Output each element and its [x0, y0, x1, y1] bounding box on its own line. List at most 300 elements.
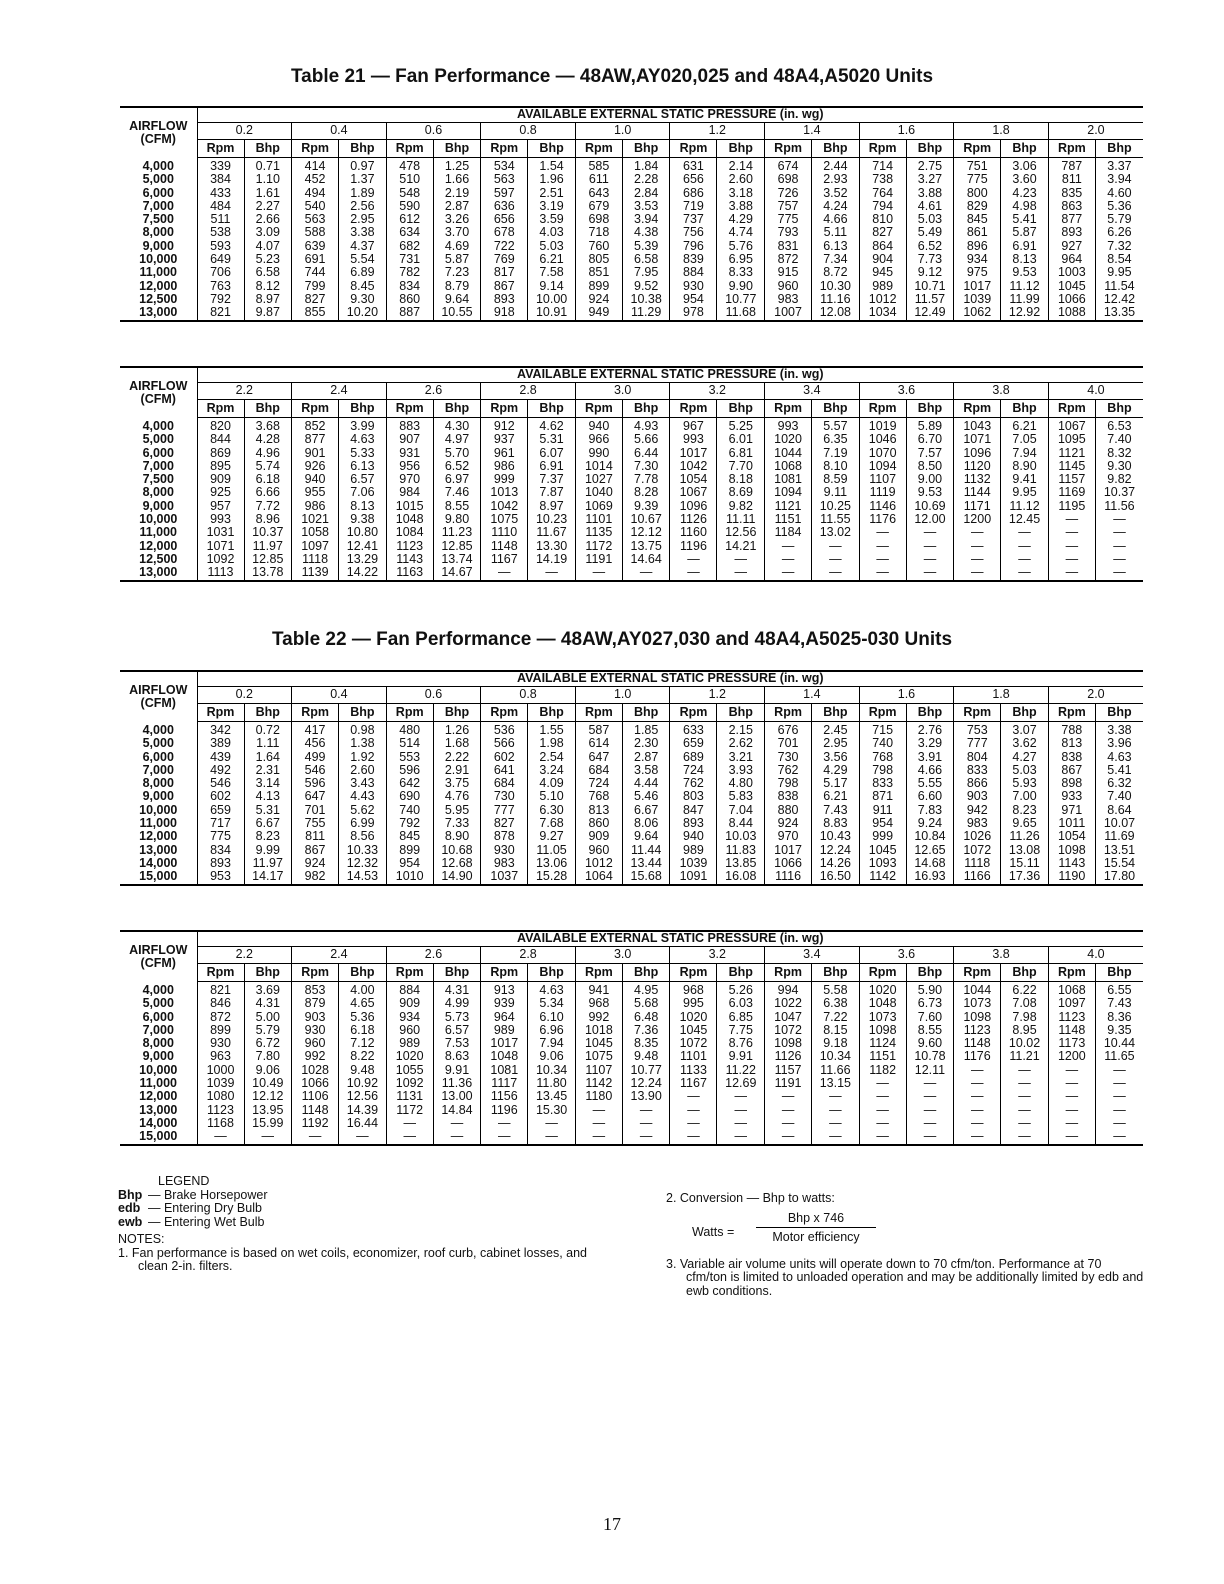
- rpm-cell: 1101: [575, 513, 622, 526]
- rpm-cell: 755: [292, 817, 339, 830]
- rpm-cell: 1081: [765, 473, 812, 486]
- airflow-cell: 9,000: [120, 240, 197, 253]
- bhp-header: Bhp: [1095, 964, 1143, 982]
- bhp-cell: 8.44: [717, 817, 765, 830]
- bhp-cell: 9.60: [906, 1037, 954, 1050]
- bhp-cell: 6.18: [244, 473, 292, 486]
- bhp-cell: 2.28: [622, 173, 670, 186]
- rpm-cell: 762: [670, 777, 717, 790]
- rpm-cell: 737: [670, 213, 717, 226]
- rpm-cell: 714: [859, 158, 906, 174]
- rpm-cell: 1195: [1048, 500, 1095, 513]
- airflow-cell: 13,000: [120, 1104, 197, 1117]
- bhp-cell: 3.38: [339, 226, 387, 239]
- bhp-header: Bhp: [622, 964, 670, 982]
- bhp-cell: 6.22: [1001, 982, 1049, 998]
- bhp-cell: 10.25: [812, 500, 860, 513]
- rpm-cell: 439: [197, 751, 244, 764]
- bhp-header: Bhp: [433, 704, 481, 722]
- bhp-cell: 10.77: [622, 1064, 670, 1077]
- bhp-cell: 6.60: [906, 790, 954, 803]
- bhp-cell: 9.30: [1107, 458, 1132, 473]
- rpm-cell: 1017: [670, 447, 717, 460]
- airflow-cell: 11,000: [120, 1077, 197, 1090]
- rpm-cell: 1093: [859, 857, 906, 870]
- bhp-cell: 10.68: [433, 844, 481, 857]
- bhp-cell: 11.12: [1001, 280, 1049, 293]
- pressure-header: 4.0: [1048, 947, 1143, 964]
- rpm-cell: 1028: [292, 1064, 339, 1077]
- bhp-cell: 15.28: [528, 870, 576, 884]
- table22-part1: [120, 670, 1143, 886]
- rpm-cell: 1098: [765, 1037, 812, 1050]
- airflow-label: AIRFLOW: [129, 682, 188, 697]
- rpm-cell: 1037: [481, 870, 528, 884]
- table-row: [120, 200, 1143, 213]
- rpm-cell: 883: [386, 418, 433, 434]
- bhp-cell: 3.38: [1107, 723, 1132, 737]
- bhp-cell: 4.29: [717, 213, 765, 226]
- rpm-cell: 339: [197, 158, 244, 174]
- rpm-cell: 1066: [292, 1077, 339, 1090]
- rpm-cell: —: [481, 566, 528, 580]
- rpm-cell: 1075: [481, 513, 528, 526]
- pressure-header: 1.6: [859, 123, 954, 140]
- rpm-cell: —: [859, 540, 906, 553]
- airflow-cell: 13,000: [120, 306, 197, 320]
- rpm-cell: 1072: [765, 1024, 812, 1037]
- airflow-header: [120, 671, 197, 722]
- rpm-cell: —: [481, 1117, 528, 1130]
- formula-lhs: Watts =: [692, 1224, 735, 1239]
- rpm-cell: 955: [292, 486, 339, 499]
- bhp-cell: 5.76: [717, 240, 765, 253]
- rpm-cell: 656: [481, 213, 528, 226]
- bhp-cell: 2.93: [812, 173, 860, 186]
- pressure-header: 2.6: [386, 947, 481, 964]
- rpm-header: Rpm: [481, 140, 528, 158]
- table-row: [120, 280, 1143, 293]
- rpm-cell: 656: [670, 173, 717, 186]
- rpm-cell: 1123: [1048, 1011, 1095, 1024]
- pressure-header: 0.4: [292, 123, 387, 140]
- fan-performance-table: [120, 930, 1143, 1146]
- rpm-cell: 775: [954, 173, 1001, 186]
- bhp-cell: 4.24: [812, 200, 860, 213]
- table-row: [120, 566, 1143, 580]
- bhp-cell: 11.68: [717, 306, 765, 320]
- airflow-header: [120, 107, 197, 158]
- rpm-cell: 1126: [765, 1050, 812, 1063]
- bhp-cell: 13.45: [528, 1090, 576, 1103]
- legend-item-edb: [118, 1202, 598, 1216]
- bhp-cell: 11.97: [244, 540, 292, 553]
- bhp-header: Bhp: [244, 400, 292, 418]
- bhp-cell: 1.26: [433, 722, 481, 738]
- pressure-header: 1.0: [575, 123, 670, 140]
- pressure-header: 2.4: [292, 947, 387, 964]
- bhp-cell: 7.75: [717, 1024, 765, 1037]
- rpm-cell: 722: [481, 240, 528, 253]
- bhp-cell: 9.87: [244, 306, 292, 320]
- bhp-cell: 2.15: [717, 722, 765, 738]
- airflow-cell: 10,000: [120, 513, 197, 526]
- bhp-cell: 10.37: [244, 526, 292, 539]
- rpm-cell: 611: [575, 173, 622, 186]
- bhp-header: Bhp: [433, 400, 481, 418]
- bhp-cell: 1.84: [622, 158, 670, 174]
- rpm-cell: 993: [197, 513, 244, 526]
- bhp-cell: 5.11: [812, 226, 860, 239]
- rpm-cell: —: [386, 1130, 433, 1144]
- legend-and-notes: [118, 1175, 598, 1274]
- bhp-cell: 15.54: [1103, 855, 1136, 870]
- bhp-cell: 5.03: [1001, 764, 1049, 777]
- bhp-header: Bhp: [1001, 704, 1049, 722]
- rpm-cell: 961: [481, 447, 528, 460]
- table-row: [120, 982, 1143, 998]
- rpm-cell: 1142: [859, 870, 906, 884]
- rpm-cell: 649: [197, 253, 244, 266]
- rpm-cell: 1148: [1048, 1024, 1095, 1037]
- rpm-cell: 893: [197, 857, 244, 870]
- rpm-cell: 933: [1048, 790, 1095, 803]
- bhp-cell: 7.95: [622, 266, 670, 279]
- rpm-cell: 1017: [481, 1037, 528, 1050]
- rpm-cell: 1106: [292, 1090, 339, 1103]
- rpm-cell: —: [386, 1117, 433, 1130]
- bhp-cell: 6.13: [339, 460, 387, 473]
- rpm-cell: 597: [481, 187, 528, 200]
- rpm-cell: —: [670, 1117, 717, 1130]
- rpm-cell: 342: [197, 722, 244, 738]
- pressure-header: 2.8: [481, 947, 576, 964]
- bhp-header: Bhp: [528, 704, 576, 722]
- rpm-cell: 792: [197, 293, 244, 306]
- rpm-cell: 775: [197, 830, 244, 843]
- rpm-cell: 934: [954, 253, 1001, 266]
- rpm-cell: 1026: [954, 830, 1001, 843]
- rpm-cell: 901: [292, 447, 339, 460]
- rpm-cell: 1017: [954, 280, 1001, 293]
- bhp-cell: 3.59: [528, 213, 576, 226]
- bhp-cell: 1.37: [339, 173, 387, 186]
- rpm-header: Rpm: [386, 964, 433, 982]
- bhp-cell: 4.99: [433, 997, 481, 1010]
- bhp-cell: 9.65: [1001, 817, 1049, 830]
- bhp-cell: 8.72: [812, 266, 860, 279]
- bhp-cell: 16.93: [906, 870, 954, 884]
- rpm-cell: 590: [386, 200, 433, 213]
- rpm-header: Rpm: [954, 704, 1001, 722]
- bhp-header: Bhp: [339, 400, 387, 418]
- rpm-cell: 1094: [859, 460, 906, 473]
- bhp-cell: 12.85: [433, 540, 481, 553]
- rpm-cell: 1184: [765, 526, 812, 539]
- rpm-header: Rpm: [765, 964, 812, 982]
- pressure-header: 3.0: [575, 947, 670, 964]
- rpm-cell: 983: [765, 293, 812, 306]
- bhp-cell: —: [622, 1117, 670, 1130]
- bhp-cell: 4.13: [244, 790, 292, 803]
- pressure-header: 2.2: [197, 947, 292, 964]
- rpm-cell: 1067: [670, 486, 717, 499]
- bhp-cell: 11.56: [1104, 498, 1135, 513]
- rpm-cell: 492: [197, 764, 244, 777]
- bhp-cell: 1.55: [528, 722, 576, 738]
- bhp-cell: 8.90: [433, 830, 481, 843]
- rpm-cell: 1054: [670, 473, 717, 486]
- bhp-cell: 4.76: [433, 790, 481, 803]
- rpm-cell: 698: [765, 173, 812, 186]
- rpm-cell: 1121: [765, 500, 812, 513]
- bhp-cell: 10.00: [528, 293, 576, 306]
- bhp-cell: 7.80: [244, 1050, 292, 1063]
- table21-part1: [120, 106, 1143, 322]
- bhp-cell: 5.17: [812, 777, 860, 790]
- rpm-cell: 510: [386, 173, 433, 186]
- rpm-cell: 811: [292, 830, 339, 843]
- bhp-cell: 13.08: [1001, 844, 1049, 857]
- rpm-cell: —: [197, 1130, 244, 1144]
- rpm-cell: 866: [954, 777, 1001, 790]
- rpm-cell: 1101: [670, 1050, 717, 1063]
- bhp-cell: —: [906, 566, 954, 580]
- bhp-cell: 6.57: [433, 1024, 481, 1037]
- bhp-header: Bhp: [717, 400, 765, 418]
- rpm-cell: 1171: [954, 500, 1001, 513]
- table-row: [120, 804, 1143, 817]
- rpm-cell: 852: [292, 418, 339, 434]
- bhp-header: Bhp: [717, 704, 765, 722]
- rpm-cell: 751: [954, 158, 1001, 174]
- rpm-cell: 993: [765, 418, 812, 434]
- airflow-header: [120, 931, 197, 982]
- rpm-cell: 845: [954, 213, 1001, 226]
- rpm-header: Rpm: [765, 704, 812, 722]
- bhp-cell: 5.33: [339, 447, 387, 460]
- rpm-cell: 989: [386, 1037, 433, 1050]
- bhp-header: Bhp: [622, 140, 670, 158]
- airflow-cell: 12,000: [120, 540, 197, 553]
- rpm-cell: 1020: [859, 982, 906, 998]
- bhp-cell: 4.38: [622, 226, 670, 239]
- rpm-cell: 1123: [954, 1024, 1001, 1037]
- rpm-cell: 1015: [386, 500, 433, 513]
- rpm-cell: 1163: [386, 566, 433, 580]
- rpm-header: Rpm: [765, 140, 812, 158]
- bhp-cell: 10.55: [433, 306, 481, 320]
- legend-desc: — Entering Wet Bulb: [148, 1214, 265, 1229]
- rpm-cell: 1126: [670, 513, 717, 526]
- table-row: [120, 418, 1143, 434]
- bhp-cell: 6.13: [812, 240, 860, 253]
- rpm-cell: 1200: [954, 513, 1001, 526]
- bhp-cell: 5.54: [339, 253, 387, 266]
- rpm-cell: 1071: [197, 540, 244, 553]
- pressure-header: 2.8: [481, 383, 576, 400]
- rpm-cell: 1020: [765, 433, 812, 446]
- rpm-cell: 715: [859, 722, 906, 738]
- bhp-cell: 7.34: [812, 253, 860, 266]
- bhp-cell: 9.30: [339, 293, 387, 306]
- bhp-cell: 4.95: [622, 982, 670, 998]
- bhp-header: Bhp: [1095, 140, 1143, 158]
- rpm-cell: 1084: [386, 526, 433, 539]
- bhp-cell: —: [1001, 1117, 1049, 1130]
- rpm-cell: 1081: [481, 1064, 528, 1077]
- bhp-cell: 3.26: [433, 213, 481, 226]
- rpm-cell: 417: [292, 722, 339, 738]
- legend-abbr: Bhp: [118, 1187, 143, 1202]
- rpm-cell: 989: [670, 844, 717, 857]
- rpm-cell: 913: [481, 982, 528, 998]
- bhp-header: Bhp: [812, 964, 860, 982]
- airflow-cell: 12,000: [120, 1090, 197, 1103]
- bhp-cell: 3.75: [433, 777, 481, 790]
- rpm-cell: 706: [197, 266, 244, 279]
- bhp-cell: 4.61: [906, 200, 954, 213]
- bhp-cell: 0.71: [244, 158, 292, 174]
- bhp-cell: —: [906, 540, 954, 553]
- rpm-cell: 782: [386, 266, 433, 279]
- rpm-cell: 1123: [197, 1104, 244, 1117]
- rpm-cell: 846: [197, 997, 244, 1010]
- bhp-cell: —: [622, 566, 670, 580]
- rpm-cell: —: [954, 526, 1001, 539]
- rpm-cell: —: [670, 1104, 717, 1117]
- bhp-cell: —: [622, 1104, 670, 1117]
- bhp-cell: 13.44: [622, 857, 670, 870]
- table-row: [120, 253, 1143, 266]
- table-row: [120, 226, 1143, 239]
- rpm-cell: 804: [954, 751, 1001, 764]
- bhp-cell: 2.66: [244, 213, 292, 226]
- aesp-header: AVAILABLE EXTERNAL STATIC PRESSURE (in. wg): [197, 107, 1143, 123]
- rpm-header: Rpm: [481, 964, 528, 982]
- bhp-cell: 2.95: [339, 213, 387, 226]
- bhp-cell: 4.63: [528, 982, 576, 998]
- rpm-cell: 954: [386, 857, 433, 870]
- rpm-header: Rpm: [575, 704, 622, 722]
- rpm-cell: —: [859, 1077, 906, 1090]
- rpm-cell: 1039: [670, 857, 717, 870]
- rpm-cell: 1143: [1048, 857, 1095, 870]
- bhp-cell: 13.75: [622, 540, 670, 553]
- note-2: 2. Conversion — Bhp to watts:: [666, 1191, 835, 1205]
- rpm-cell: 679: [575, 200, 622, 213]
- table-row: [120, 293, 1143, 306]
- rpm-cell: 659: [670, 737, 717, 750]
- rpm-cell: 909: [197, 473, 244, 486]
- rpm-cell: 1048: [481, 1050, 528, 1063]
- rpm-cell: 912: [481, 418, 528, 434]
- rpm-cell: 548: [386, 187, 433, 200]
- rpm-cell: 798: [859, 764, 906, 777]
- rpm-cell: 953: [197, 870, 244, 884]
- bhp-cell: 9.41: [1001, 473, 1049, 486]
- bhp-cell: —: [812, 540, 860, 553]
- rpm-cell: 701: [765, 737, 812, 750]
- pressure-header: 0.2: [197, 123, 292, 140]
- bhp-cell: 3.07: [1001, 722, 1049, 738]
- rpm-cell: 768: [859, 751, 906, 764]
- bhp-cell: 7.30: [622, 460, 670, 473]
- rpm-cell: 926: [292, 460, 339, 473]
- bhp-cell: 10.34: [812, 1050, 860, 1063]
- bhp-cell: 8.55: [433, 500, 481, 513]
- rpm-cell: 764: [859, 187, 906, 200]
- bhp-cell: 2.51: [528, 187, 576, 200]
- rpm-cell: 1072: [954, 844, 1001, 857]
- rpm-cell: 986: [481, 460, 528, 473]
- bhp-cell: 7.57: [906, 447, 954, 460]
- rpm-cell: 878: [481, 830, 528, 843]
- airflow-cell: 14,000: [120, 1117, 197, 1130]
- rpm-cell: 884: [386, 982, 433, 998]
- table-row: [120, 790, 1143, 803]
- rpm-cell: —: [575, 1117, 622, 1130]
- bhp-cell: 3.24: [528, 764, 576, 777]
- bhp-cell: 2.30: [622, 737, 670, 750]
- rpm-cell: 1092: [386, 1077, 433, 1090]
- bhp-cell: 8.63: [433, 1050, 481, 1063]
- rpm-cell: 1067: [1048, 418, 1095, 434]
- pressure-header: 2.0: [1048, 687, 1143, 704]
- bhp-cell: 7.94: [1001, 447, 1049, 460]
- bhp-cell: 6.53: [1107, 419, 1132, 433]
- bhp-cell: 7.40: [1107, 789, 1132, 804]
- rpm-cell: 999: [859, 830, 906, 843]
- rpm-cell: 964: [481, 1011, 528, 1024]
- airflow-cell: 7,500: [120, 473, 197, 486]
- rpm-cell: 1169: [1048, 486, 1095, 499]
- bhp-cell: 10.02: [1001, 1037, 1049, 1050]
- bhp-cell: —: [906, 526, 954, 539]
- airflow-cell: 4,000: [120, 982, 197, 998]
- airflow-cell: 10,000: [120, 253, 197, 266]
- bhp-cell: —: [528, 1130, 576, 1144]
- rpm-cell: —: [954, 1117, 1001, 1130]
- rpm-cell: 1139: [292, 566, 339, 580]
- bhp-cell: 3.62: [1001, 737, 1049, 750]
- rpm-cell: 954: [670, 293, 717, 306]
- bhp-cell: 3.91: [906, 751, 954, 764]
- rpm-cell: 1196: [481, 1104, 528, 1117]
- table-row: [120, 1090, 1143, 1103]
- bhp-cell: 11.05: [528, 844, 576, 857]
- rpm-cell: 593: [197, 240, 244, 253]
- bhp-cell: 17.36: [1001, 870, 1049, 884]
- bhp-cell: —: [906, 1130, 954, 1144]
- bhp-cell: 1.89: [339, 187, 387, 200]
- bhp-cell: 1.96: [528, 173, 576, 186]
- rpm-cell: —: [859, 1117, 906, 1130]
- bhp-cell: 8.59: [812, 473, 860, 486]
- bhp-cell: 3.58: [622, 764, 670, 777]
- rpm-cell: 794: [859, 200, 906, 213]
- rpm-cell: 1143: [386, 553, 433, 566]
- watts-formula: [666, 1212, 1144, 1254]
- bhp-cell: 10.30: [812, 280, 860, 293]
- rpm-cell: —: [765, 566, 812, 580]
- bhp-cell: 6.30: [528, 804, 576, 817]
- rpm-cell: 934: [386, 1011, 433, 1024]
- rpm-cell: 452: [292, 173, 339, 186]
- bhp-cell: 9.95: [1107, 265, 1132, 280]
- table-row: [120, 1130, 1143, 1144]
- airflow-cell: 14,000: [120, 857, 197, 870]
